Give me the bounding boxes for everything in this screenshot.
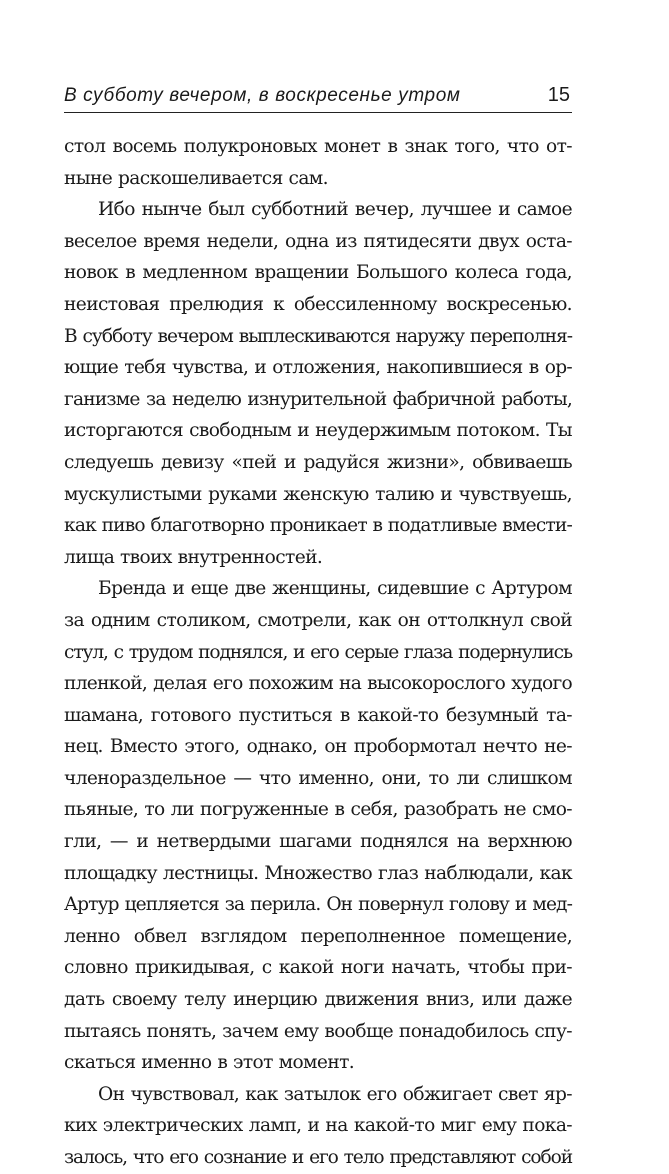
text-line: Бренда и еще две женщины, сидевшие с Артуром	[98, 578, 572, 600]
text-line: Ибо нынче был субботний вечер, лучшее и самое	[98, 199, 572, 221]
text-line: пленкой, делая его похожим на высокорослого худого	[64, 673, 572, 695]
text-line: залось, что его сознание и его тело представляют собой	[64, 1147, 572, 1168]
text-line: ганизме за неделю изнурительной фабричной работы,	[64, 388, 572, 410]
text-line: пьяные, то ли погруженные в себя, разобрать не смо-	[64, 799, 572, 821]
text-line: Он чувствовал, как затылок его обжигает свет яр-	[98, 1083, 572, 1105]
text-line: дать своему телу инерцию движения вниз, или даже	[64, 989, 572, 1011]
text-line: неистовая прелюдия к обессиленному воскресенью.	[64, 293, 572, 315]
text-line: членораздельное — что именно, они, то ли слишком	[64, 767, 572, 789]
text-line: гли, — и нетвердыми шагами поднялся на верхнюю	[64, 831, 572, 853]
page-number: 15	[547, 84, 570, 106]
text-line: ющие тебя чувства, и отложения, накопившиеся в ор-	[64, 357, 572, 379]
body-text	[64, 131, 572, 1174]
text-line: как пиво благотворно проникает в податливые вмести-	[64, 515, 572, 537]
text-line: за одним столиком, смотрели, как он оттолкнул свой	[64, 609, 572, 631]
text-line: В субботу вечером выплескиваются наружу переполня-	[64, 325, 572, 347]
text-line: нец. Вместо этого, однако, он пробормотал нечто не-	[64, 736, 572, 758]
text-line: стул, с трудом поднялся, и его серые глаза подернулись	[64, 641, 572, 663]
text-line: словно прикидывая, с какой ноги начать, чтобы при-	[64, 957, 572, 979]
text-line: шамана, готового пуститься в какой-то безумный та-	[64, 704, 572, 726]
text-line: скаться именно в этот момент.	[64, 1052, 355, 1074]
text-line: пытаясь понять, зачем ему вообще понадобилось спу-	[64, 1020, 572, 1042]
text-line: следуешь девизу «пей и радуйся жизни», обвиваешь	[64, 451, 572, 473]
text-line: стол восемь полукроновых монет в знак того, что от-	[64, 136, 572, 157]
text-line: площадку лестницы. Множество глаз наблюдали, как	[64, 862, 572, 884]
running-head-title: В субботу вечером, в воскресенье утром	[64, 85, 461, 106]
text-line: Артур цепляется за перила. Он повернул голову и мед-	[64, 894, 572, 916]
text-line: ленно обвел взглядом переполненное помещение,	[64, 925, 572, 947]
text-line: мускулистыми руками женскую талию и чувствуешь,	[64, 483, 572, 505]
running-head	[64, 80, 572, 113]
text-line: ких электрических ламп, и на какой-то миг ему пока-	[64, 1115, 572, 1137]
text-line: исторгаются свободным и неудержимым потоком. Ты	[64, 420, 572, 442]
text-line: веселое время недели, одна из пятидесяти двух оста-	[64, 230, 572, 252]
text-line: лища твоих внутренностей.	[64, 546, 323, 568]
text-line: ныне раскошеливается сам.	[64, 167, 328, 189]
text-line: новок в медленном вращении Большого колеса года,	[64, 262, 572, 284]
